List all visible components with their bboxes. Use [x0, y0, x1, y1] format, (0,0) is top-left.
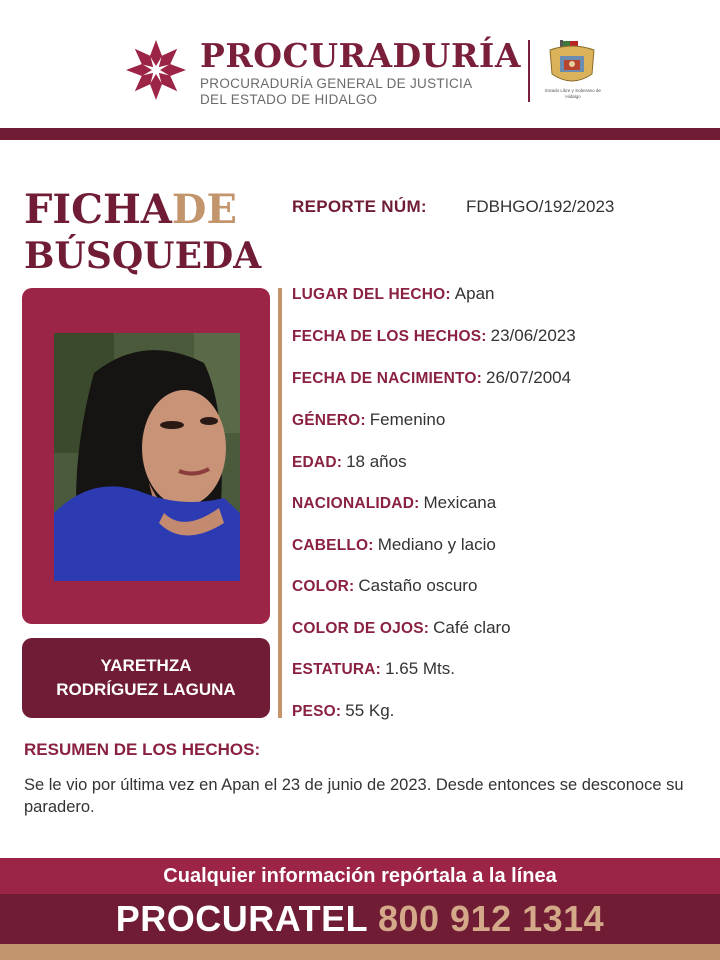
footer-accent-band: [0, 944, 720, 960]
field-label: CABELLO:: [292, 537, 374, 554]
top-band: [0, 128, 720, 140]
brand-subtitle-line1: PROCURADURÍA GENERAL DE JUSTICIA: [200, 76, 473, 91]
seal-caption: Estado Libre y Soberano de Hidalgo: [545, 88, 601, 99]
field-color-ojos: [292, 618, 511, 638]
field-label: PESO:: [292, 703, 342, 720]
summary-title: RESUMEN DE LOS HECHOS:: [24, 740, 261, 759]
title-ficha: [24, 186, 237, 234]
field-label: FECHA DE LOS HECHOS:: [292, 328, 487, 345]
field-label: FECHA DE NACIMIENTO:: [292, 370, 482, 387]
field-value: 26/07/2004: [486, 368, 572, 387]
field-value: 23/06/2023: [490, 326, 576, 345]
person-last-name: RODRÍGUEZ LAGUNA: [56, 680, 236, 699]
field-label: COLOR DE OJOS:: [292, 620, 430, 637]
brand-title: PROCURADURÍA: [200, 36, 521, 75]
field-value: Femenino: [369, 410, 446, 429]
title-ficha-word: FICHA: [24, 186, 172, 233]
field-label: ESTATURA:: [292, 661, 382, 678]
person-photo-illustration: [54, 333, 240, 581]
field-value: Mediano y lacio: [377, 535, 496, 554]
field-genero: [292, 410, 445, 430]
field-value: Castaño oscuro: [358, 576, 478, 595]
footer-hotline-number: 800 912 1314: [377, 898, 605, 939]
field-label: NACIONALIDAD:: [292, 495, 420, 512]
field-label: COLOR:: [292, 578, 355, 595]
person-name-box: [22, 638, 270, 718]
star-flower-icon: [124, 38, 188, 102]
field-value: 1.65 Mts.: [385, 659, 455, 678]
field-label: GÉNERO:: [292, 412, 366, 429]
footer-hotline-brand: PROCURATEL: [115, 898, 368, 939]
field-peso: [292, 701, 394, 721]
field-estatura: [292, 659, 455, 679]
field-fecha-nacimiento: [292, 368, 571, 388]
brand-subtitle: [200, 76, 472, 108]
field-value: 55 Kg.: [345, 701, 395, 720]
footer-hotline: [0, 894, 720, 944]
field-color: [292, 576, 477, 596]
field-lugar: [292, 284, 494, 304]
field-edad: [292, 452, 407, 472]
field-value: Apan: [454, 284, 495, 303]
brand-subtitle-line2: DEL ESTADO DE HIDALGO: [200, 92, 378, 107]
field-value: Café claro: [433, 618, 511, 637]
title-busqueda: BÚSQUEDA: [24, 235, 262, 277]
person-photo: [54, 333, 240, 581]
title-de-word: DE: [171, 186, 237, 233]
brand-divider: [528, 40, 530, 102]
field-label: LUGAR DEL HECHO:: [292, 286, 451, 303]
report-number-label: REPORTE NÚM:: [292, 197, 427, 216]
field-value: Mexicana: [423, 493, 497, 512]
field-label: EDAD:: [292, 454, 343, 471]
field-value: 18 años: [346, 452, 407, 471]
field-cabello: [292, 535, 496, 555]
footer-info-line: Cualquier información repórtala a la línea: [0, 858, 720, 894]
report-number-value: FDBHGO/192/2023: [466, 197, 615, 216]
summary-text: Se le vio por última vez en Apan el 23 de junio de 2023. Desde entonces se desconoce su paradero.: [24, 776, 684, 816]
person-first-name: YARETHZA: [100, 656, 192, 675]
field-fecha-hechos: [292, 326, 576, 346]
accent-vertical-line: [278, 288, 282, 718]
header: [0, 0, 720, 128]
field-nacionalidad: [292, 493, 496, 513]
